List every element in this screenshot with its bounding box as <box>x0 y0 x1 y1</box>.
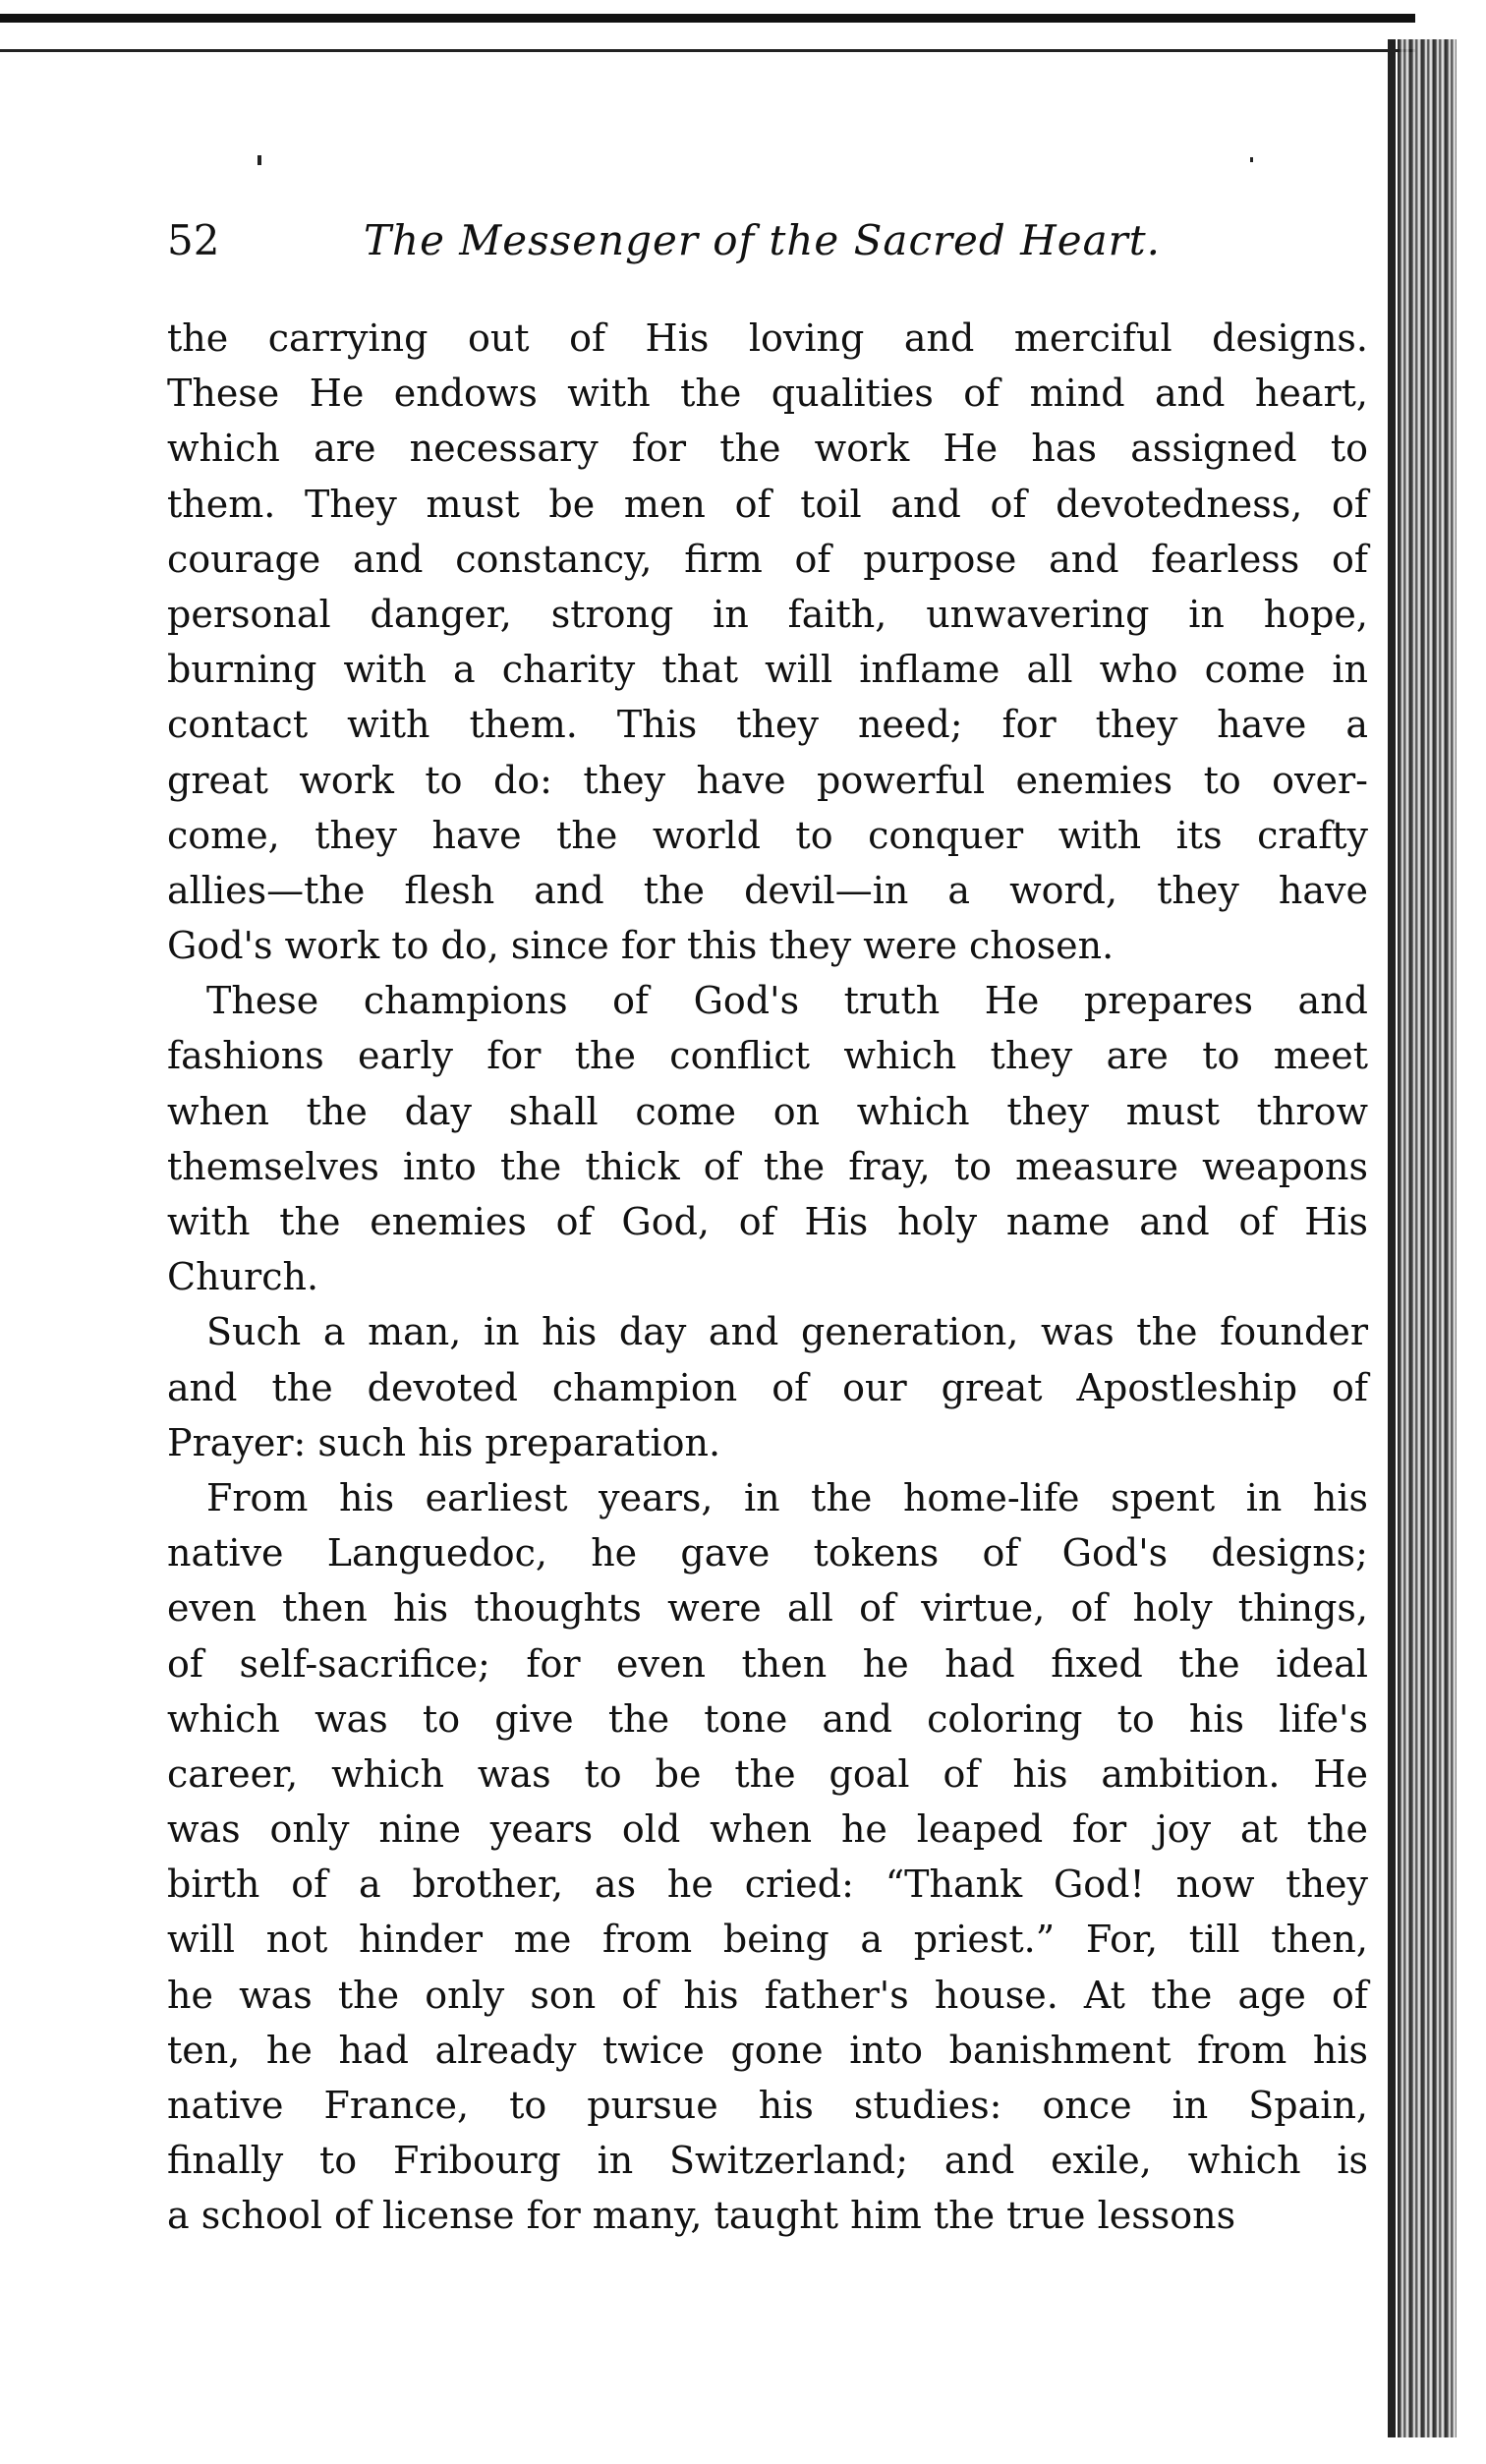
text-line: even then his thoughts were all of virtue, of holy things, <box>167 1586 1368 1631</box>
scan-speck <box>1250 157 1253 162</box>
paragraph <box>167 311 1368 973</box>
text-line: birth of a brother, as he cried: “Thank God! now they <box>167 1862 1368 1907</box>
top-border-rule <box>0 14 1415 23</box>
text-line: them. They must be men of toil and of devotedness, of <box>167 482 1368 526</box>
text-line: career, which was to be the goal of his ambition. He <box>167 1751 1368 1796</box>
text-line: contact with them. This they need; for they have a <box>167 703 1368 747</box>
text-line: These champions of God's truth He prepares and <box>206 979 1368 1023</box>
page-edge-shadow <box>1388 39 1396 2437</box>
text-line: Prayer: such his preparation. <box>167 1420 721 1464</box>
text-line: he was the only son of his father's house. At the age of <box>167 1973 1368 2017</box>
text-line: great work to do: they have powerful enemies to over- <box>167 758 1368 802</box>
body-text <box>167 311 1368 2244</box>
page-number: 52 <box>167 216 220 264</box>
text-line: which was to give the tone and coloring to his life's <box>167 1696 1368 1741</box>
top-border-rule-thin <box>0 49 1415 52</box>
text-line: will not hinder me from being a priest.” For, till then, <box>167 1918 1368 1962</box>
text-line: courage and constancy, firm of purpose and fearless of <box>167 537 1368 581</box>
text-line: come, they have the world to conquer with its crafty <box>167 813 1368 857</box>
text-line: themselves into the thick of the fray, to measure weapons <box>167 1144 1368 1188</box>
text-line: the carrying out of His loving and merciful designs. <box>167 316 1368 360</box>
text-line: burning with a charity that will inflame all who come in <box>167 648 1368 692</box>
paragraph <box>167 1470 1368 2244</box>
text-line: allies—the flesh and the devil—in a word, they have <box>167 868 1368 912</box>
text-line: God's work to do, since for this they were chosen. <box>167 924 1114 968</box>
page-header <box>167 206 1376 275</box>
scan-speck <box>257 155 261 165</box>
page-edge-scan-artifact <box>1398 39 1457 2437</box>
text-line: when the day shall come on which they must throw <box>167 1089 1368 1133</box>
text-line: a school of license for many, taught him the true lessons <box>167 2194 1236 2238</box>
text-line: and the devoted champion of our great Apostleship of <box>167 1365 1368 1409</box>
text-line: ten, he had already twice gone into banishment from his <box>167 2028 1368 2072</box>
text-line: with the enemies of God, of His holy name and of His <box>167 1200 1368 1243</box>
text-line: fashions early for the conflict which they are to meet <box>167 1034 1368 1078</box>
text-line: finally to Fribourg in Switzerland; and exile, which is <box>167 2139 1368 2183</box>
text-line: which are necessary for the work He has assigned to <box>167 427 1368 471</box>
text-line: Church. <box>167 1255 319 1299</box>
text-line: was only nine years old when he leaped for joy at the <box>167 1807 1368 1852</box>
paragraph <box>167 973 1368 1304</box>
text-line: native France, to pursue his studies: once in Spain, <box>167 2084 1368 2127</box>
text-line: Such a man, in his day and generation, was the founder <box>206 1310 1368 1354</box>
text-line: These He endows with the qualities of mind and heart, <box>167 372 1368 416</box>
text-line: of self-sacrifice; for even then he had fixed the ideal <box>167 1641 1368 1686</box>
text-line: native Languedoc, he gave tokens of God's designs; <box>167 1531 1368 1576</box>
text-line: personal danger, strong in faith, unwavering in hope, <box>167 592 1368 636</box>
paragraph <box>167 1304 1368 1470</box>
running-title: The Messenger of the Sacred Heart. <box>364 216 1161 264</box>
text-line: From his earliest years, in the home-life spent in his <box>206 1475 1368 1519</box>
